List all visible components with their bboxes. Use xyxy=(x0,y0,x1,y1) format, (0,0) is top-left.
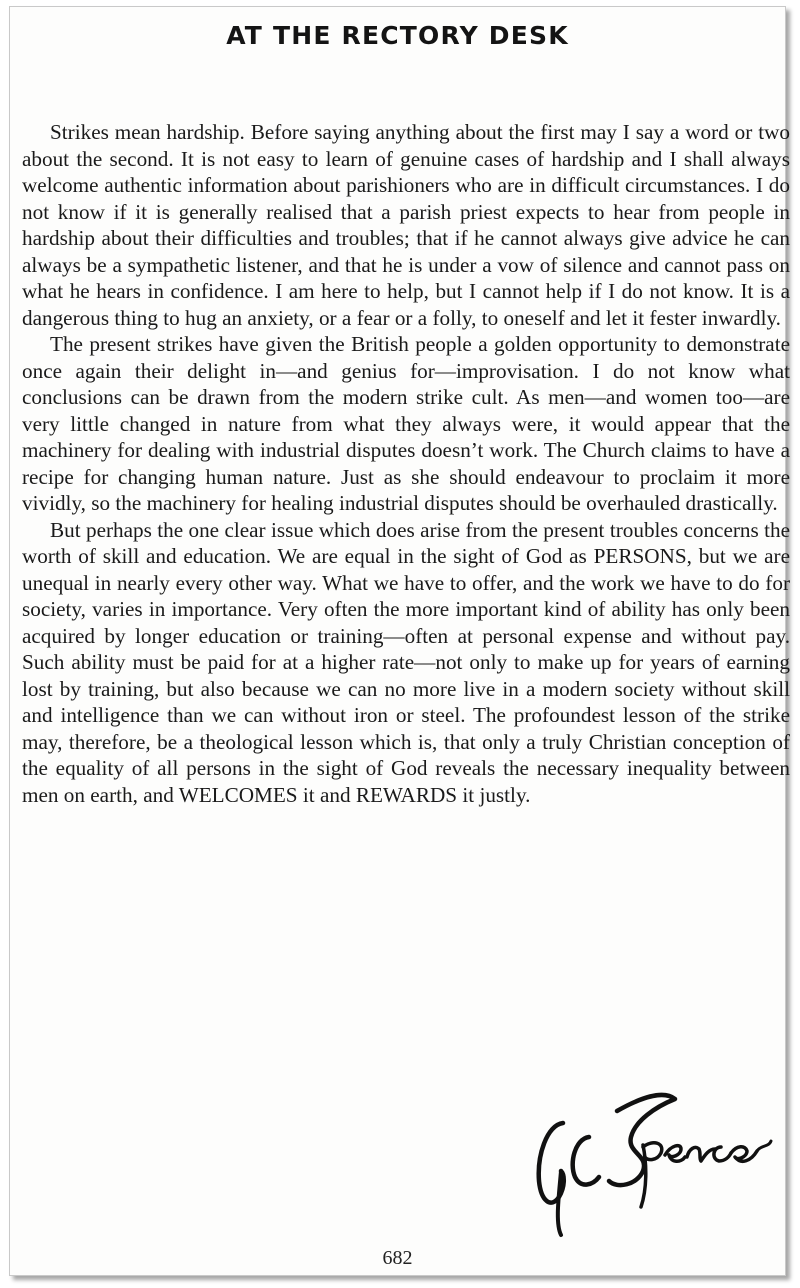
page-number: 682 xyxy=(382,1247,413,1269)
paragraph-2: The present strikes have given the British people a golden opportunity to demonstrate once again their delight in—and genius for—improvisation. I do not know what conclusions can be drawn from the modern strike cult. As men—and women too—are very little changed in nature from what they always were, it would appear that the machinery for dealing with industrial disputes doesn’t work. The Church claims to have a recipe for changing human nature. Just as she should endeavour to proclaim it more vividly, so the machinery for healing industrial disputes should be overhauled drastically. xyxy=(22,332,790,515)
document-page xyxy=(9,6,790,1276)
paragraph-1: Strikes mean hardship. Before saying anything about the first may I say a word or two about the second. It is not easy to learn of genuine cases of hardship and I shall always welcome authentic information about parishioners who are in difficult circumstances. I do not know if it is generally realised that a parish priest expects to hear from people in hardship about their difficulties and troubles; that if he cannot always give advice he can always be a sympathetic listener, and that he is under a vow of silence and cannot pass on what he hears in confidence. I am here to help, but I cannot help if I do not know. It is a dangerous thing to hug an anxiety, or a fear or a folly, to oneself and let it fester inwardly. xyxy=(22,120,790,330)
page-heading: AT THE RECTORY DESK xyxy=(226,21,569,50)
paragraph-3: But perhaps the one clear issue which does arise from the present troubles concerns the worth of skill and education. We are equal in the sight of God as PERSONS, but we are unequal in nearly every other way. What we have to offer, and the work we have to do for society, varies in importance. Very often the more important kind of ability has only been acquired by longer education or training—often at personal expense and without pay. Such ability must be paid for at a higher rate—not only to make up for years of earning lost by training, but also because we can no more live in a modern society without skill and intelligence than we can without iron or steel. The profoundest lesson of the strike may, therefore, be a theological lesson which is, that only a truly Christian conception of the equality of all persons in the sight of God reveals the necessary inequality between men on earth, and WELCOMES it and REWARDS it justly. xyxy=(22,517,790,807)
handwritten-signature xyxy=(525,1085,775,1245)
article-body xyxy=(22,119,790,808)
